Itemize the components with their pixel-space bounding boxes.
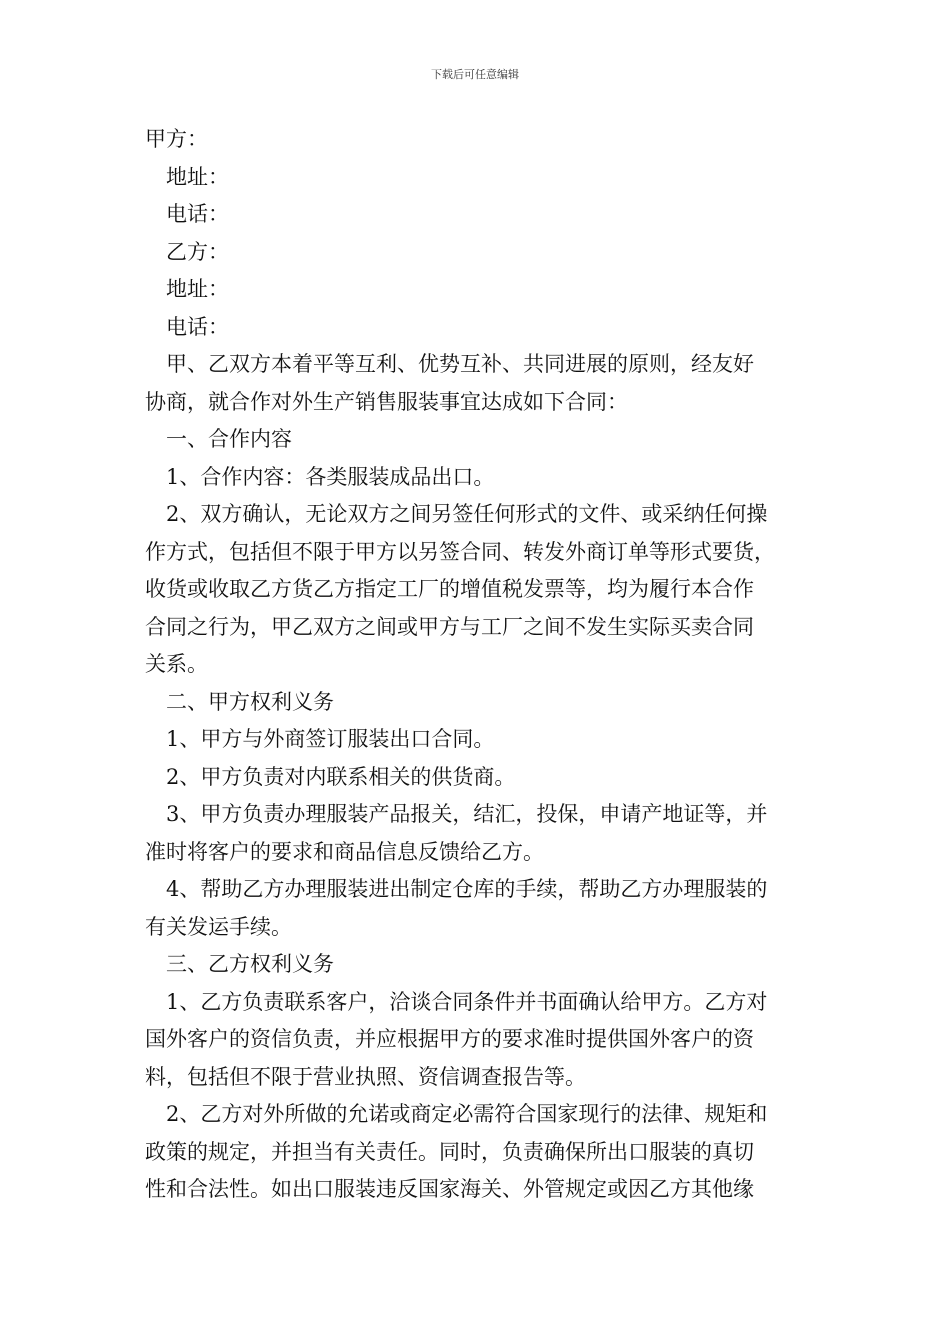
text-line: 政策的规定，并担当有关责任。同时，负责确保所出口服装的真切	[145, 1139, 754, 1164]
text-line: 合同之行为，甲乙双方之间或甲方与工厂之间不发生实际买卖合同	[145, 614, 754, 639]
text-line: 准时将客户的要求和商品信息反馈给乙方。	[145, 839, 544, 864]
text-line: 乙方：	[166, 239, 229, 264]
text-line: 协商，就合作对外生产销售服装事宜达成如下合同：	[145, 389, 628, 414]
header-note: 下载后可任意编辑	[431, 68, 519, 81]
text-line: 性和合法性。如出口服装违反国家海关、外管规定或因乙方其他缘	[145, 1177, 754, 1201]
text-line: 2、乙方对外所做的允诺或商定必需符合国家现行的法律、规矩和	[166, 1102, 768, 1126]
text-line: 甲方：	[145, 127, 208, 151]
text-line: 收货或收取乙方货乙方指定工厂的增值税发票等，均为履行本合作	[145, 577, 754, 601]
text-line: 2、双方确认，无论双方之间另签任何形式的文件、或采纳任何操	[166, 502, 768, 526]
text-line: 作方式，包括但不限于甲方以另签合同、转发外商订单等形式要货，	[145, 539, 775, 564]
text-line: 三、乙方权利义务	[166, 952, 334, 976]
text-line: 国外客户的资信负责，并应根据甲方的要求准时提供国外客户的资	[145, 1027, 754, 1051]
text-line: 2、甲方负责对内联系相关的供货商。	[166, 764, 516, 789]
text-line: 关系。	[145, 652, 208, 676]
text-line: 电话：	[166, 202, 229, 226]
text-line: 3、甲方负责办理服装产品报关，结汇，投保，申请产地证等，并	[166, 802, 768, 826]
text-line: 有关发运手续。	[145, 914, 292, 939]
text-line: 电话：	[166, 314, 229, 339]
text-line: 1、乙方负责联系客户，洽谈合同条件并书面确认给甲方。乙方对	[166, 989, 768, 1014]
text-line: 甲、乙双方本着平等互利、优势互补、共同进展的原则，经友好	[166, 352, 754, 376]
document-body	[145, 121, 813, 1209]
text-line: 1、甲方与外商签订服装出口合同。	[166, 727, 495, 751]
text-line: 二、甲方权利义务	[166, 689, 334, 714]
text-line: 料，包括但不限于营业执照、资信调查报告等。	[145, 1064, 586, 1089]
text-line: 1、合作内容：各类服装成品出口。	[166, 464, 495, 489]
text-line: 地址：	[166, 277, 229, 301]
text-line: 4、帮助乙方办理服装进出制定仓库的手续，帮助乙方办理服装的	[166, 877, 768, 901]
text-line: 地址：	[166, 164, 229, 189]
text-line: 一、合作内容	[166, 427, 292, 451]
